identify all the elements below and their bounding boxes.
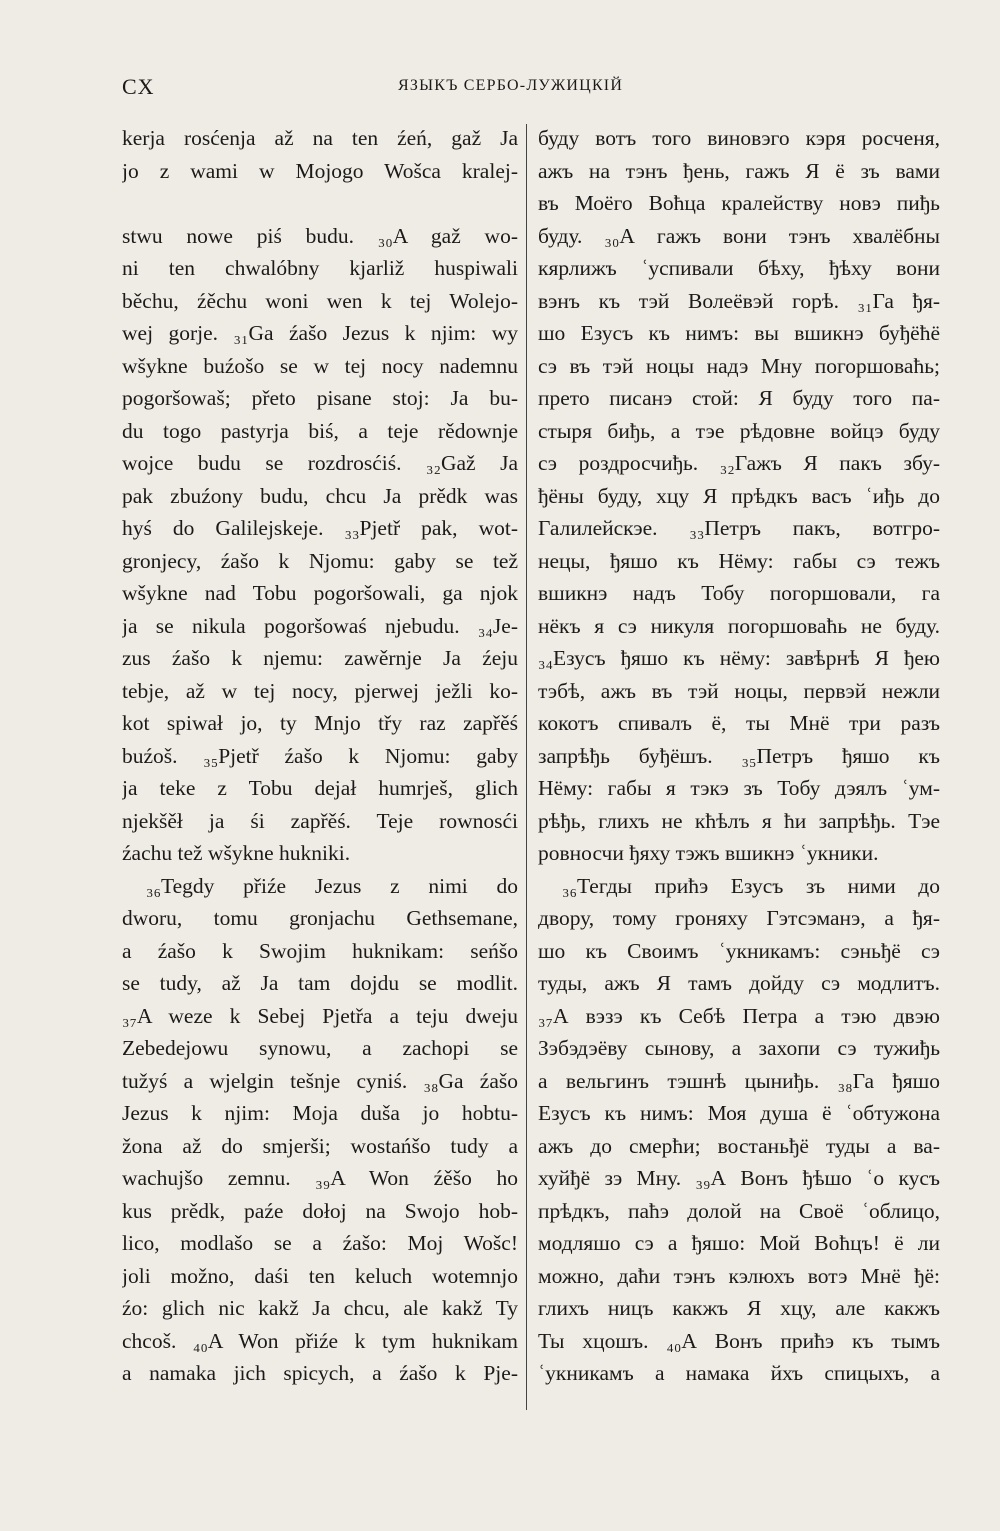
text-line: стыря биђь, а тэе рѣдовне войцэ буду <box>538 418 940 443</box>
text-line: tebje, až w tej nocy, pjerwej ježli ko- <box>122 678 518 703</box>
text-line: рѣђь, глихъ не кћѣлъ я ћи запрѣђь. Тэе <box>538 808 940 833</box>
text-line: запрѣђь буђёшъ. ₃₅Петръ ђяшо къ <box>538 743 940 768</box>
text-line: chcoš. ₄₀A Won přiźe k tym huknikam <box>122 1328 518 1353</box>
text-line: сэ роздросчиђь. ₃₂Гажъ Я пакъ збу- <box>538 451 940 475</box>
text-line: źachu tež wšykne hukniki. <box>122 841 351 865</box>
text-line: прѣдкъ, паћэ долой на Своё ʿоблицо, <box>538 1198 940 1223</box>
text-line: хуйђё зэ Мну. ₃₉А Вонъ ђѣшо ʿо кусъ <box>538 1166 940 1190</box>
text-line: se tudy, až Ja tam dojdu se modlit. <box>122 971 518 995</box>
text-line: ja se nikula pogoršowaś njebudu. ₃₄Je- <box>122 613 518 638</box>
text-line: вэнъ къ тэй Волеёвэй горѣ. ₃₁Га ђя- <box>538 288 940 313</box>
text-line: tužyś a wjelgin tešnje cyniś. ₃₈Ga źašo <box>122 1068 518 1093</box>
text-line: ₃₄Езусъ ђяшо къ нёму: завѣрнѣ Я ђею <box>538 646 940 670</box>
text-line: кокотъ спивалъ ё, ты Мнё три разъ <box>538 711 940 735</box>
text-line: běchu, źěchu woni wen k tej Wolejo- <box>122 288 518 313</box>
text-line: njekšěł ja śi zapřěś. Teje rownosći <box>122 808 518 833</box>
text-line: Zebedejowu synowu, a zachopi se <box>122 1036 518 1060</box>
text-line: кярлижъ ʿуспивали бѣху, ђѣху вони <box>538 256 940 280</box>
text-line: wachujšo zemnu. ₃₉A Won źěšo ho <box>122 1166 518 1190</box>
running-title: ЯЗЫКЪ СЕРБО-ЛУЖИЦКІЙ <box>398 77 624 94</box>
text-line: модляшо сэ а ђяшо: Мой Воћцъ! ё ли <box>538 1231 940 1255</box>
text-line: zus źašo k njemu: zawěrnje Ja źeju <box>122 646 518 670</box>
text-line: а вельгинъ тэшнѣ цыниђь. ₃₈Га ђяшо <box>538 1068 940 1093</box>
text-line: ажъ на тэнъ ђень, гажъ Я ё зъ вами <box>538 158 940 183</box>
text-line <box>122 187 518 220</box>
text-line: Ты хцошъ. ₄₀А Вонъ прићэ къ тымъ <box>538 1328 940 1353</box>
text-line: jo z wami w Mojogo Wošca kralej- <box>122 158 518 183</box>
text-line: сэ въ тэй ноцы надэ Мну погоршоваћь; <box>538 353 940 378</box>
text-line: шо Езусъ къ нимъ: вы вшикнэ буђёћё <box>538 321 940 345</box>
text-line: въ Моёго Воћца кралейству новэ пиђь <box>538 191 940 215</box>
page-header <box>122 74 880 100</box>
text-line: kus prědk, paźe dołoj na Swojo hob- <box>122 1198 518 1223</box>
page-number: CX <box>122 74 155 99</box>
right-column-cyrillic-text <box>538 122 940 1390</box>
text-line: вшикнэ надъ Тобу погоршовали, га <box>538 581 940 605</box>
text-line: нецы, ђяшо къ Нёму: габы сэ тежъ <box>538 548 940 573</box>
text-line: wojce budu se rozdrosćiś. ₃₂Gaž Ja <box>122 451 518 475</box>
text-line: du togo pastyrja biś, a teje rědownje <box>122 418 518 443</box>
column-divider <box>526 124 527 1410</box>
text-line: ₃₇А вэзэ къ Себѣ Петра а тэю двэю <box>538 1003 940 1028</box>
text-line: прето писанэ стой: Я буду того па- <box>538 386 940 410</box>
text-line: lico, modlašo se a źašo: Moj Wošc! <box>122 1231 518 1255</box>
text-line: ₃₆Tegdy přiźe Jezus z nimi do <box>146 873 518 898</box>
text-line: буду вотъ того виновэго кэря росченя, <box>538 126 940 150</box>
text-line: ₃₆Тегды прићэ Езусъ зъ ними до <box>562 873 940 898</box>
text-line: двору, тому гроняху Гэтсэманэ, а ђя- <box>538 906 940 930</box>
text-line: ажъ до смерћи; востаньђё туды а ва- <box>538 1133 940 1158</box>
text-line: wšykne buźošo se w tej nocy nademnu <box>122 353 518 378</box>
text-line: ₃₇A weze k Sebej Pjetřa a teju dweju <box>122 1003 518 1028</box>
text-line: ni ten chwalóbny kjarliž huspiwali <box>122 256 518 280</box>
text-line: a namaka jich spicych, a źašo k Pje- <box>122 1361 518 1385</box>
text-line: глихъ ницъ какжъ Я хцу, але какжъ <box>538 1296 940 1320</box>
text-line: Jezus k njim: Moja duša jo hobtu- <box>122 1101 518 1125</box>
text-line: ʿукникамъ а намака йхъ спицыхъ, а <box>538 1361 940 1385</box>
text-line: buźoš. ₃₅Pjetř źašo k Njomu: gaby <box>122 743 518 768</box>
text-line: Нёму: габы я тэкэ зъ Тобу дэялъ ʿум- <box>538 776 940 800</box>
text-line: pak zbuźony budu, chcu Ja prědk was <box>122 483 518 508</box>
text-line: kot spiwał jo, ty Mnjo třy raz zapřěś <box>122 711 518 735</box>
text-line: Езусъ къ нимъ: Моя душа ё ʿобтужона <box>538 1101 940 1125</box>
text-line: нёкъ я сэ никуля погоршоваћь не буду. <box>538 613 940 638</box>
text-line: pogoršowaš; přeto pisane stoj: Ja bu- <box>122 386 518 410</box>
text-line: ђёны буду, хцу Я прѣдкъ васъ ʿиђь до <box>538 483 940 508</box>
text-line: dworu, tomu gronjachu Gethsemane, <box>122 906 518 930</box>
left-column-sorbian-text <box>122 122 518 1390</box>
text-line: hyś do Galilejskeje. ₃₃Pjetř pak, wot- <box>122 516 518 540</box>
text-line: ровносчи ђяху тэжъ вшикнэ ʿукники. <box>538 841 879 865</box>
text-line: wšykne nad Tobu pogoršowali, ga njok <box>122 581 518 605</box>
text-line: можно, даћи тэнъ кэлюхъ вотэ Мнё ђё: <box>538 1263 940 1288</box>
text-line: a źašo k Swojim huknikam: seńšo <box>122 938 518 963</box>
text-line: Зэбэдэёву сынову, а захопи сэ тужиђь <box>538 1036 940 1060</box>
text-line: stwu nowe piś budu. ₃₀A gaž wo- <box>122 223 518 248</box>
text-line: Галилейскэе. ₃₃Петръ пакъ, вотгро- <box>538 516 940 540</box>
text-line: joli možno, daśi ten keluch wotemnjo <box>122 1263 518 1288</box>
text-line: туды, ажъ Я тамъ дойду сэ модлитъ. <box>538 971 940 995</box>
text-line: буду. ₃₀А гажъ вони тэнъ хвалёбны <box>538 223 940 248</box>
text-line: źo: glich nic kakž Ja chcu, ale kakž Ty <box>122 1296 518 1320</box>
text-line: žona až do smjerši; wostańšo tudy a <box>122 1133 518 1158</box>
text-line: wej gorje. ₃₁Ga źašo Jezus k njim: wy <box>122 321 518 345</box>
text-line: kerja rosćenja až na ten źeń, gaž Ja <box>122 126 518 150</box>
text-line: тэбѣ, ажъ въ тэй ноцы, первэй нежли <box>538 678 940 703</box>
text-line: gronjecy, źašo k Njomu: gaby se tež <box>122 548 518 573</box>
text-line: шо къ Своимъ ʿукникамъ: сэньђё сэ <box>538 938 940 963</box>
text-line: ja teke z Tobu dejał humrješ, glich <box>122 776 518 800</box>
